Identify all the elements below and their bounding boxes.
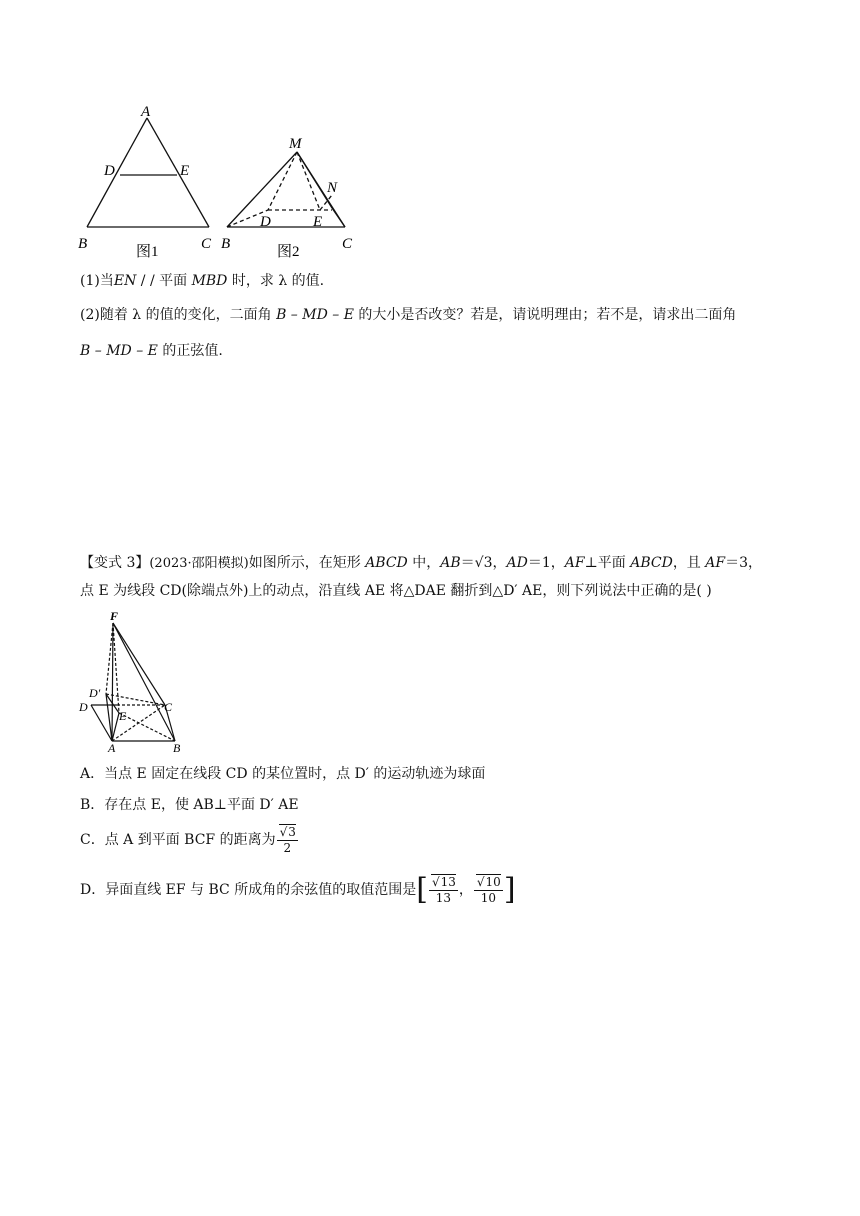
fig1-label-c: C — [201, 236, 212, 252]
variant-line-2 — [80, 581, 712, 601]
variant-label-f: F — [110, 609, 119, 623]
fig2-label-c: C — [342, 236, 353, 252]
fig2-label-e: E — [313, 214, 323, 230]
option-d-num-2: √ 10 — [476, 874, 501, 889]
fig2-label-m: M — [289, 136, 302, 152]
question-2-line-2 — [80, 341, 223, 361]
option-d-right-bracket: ] — [503, 872, 516, 907]
variant-source: (2023·邵阳模拟) — [149, 556, 249, 571]
variant-label-d: D — [79, 700, 88, 714]
variant-label-b: B — [173, 741, 181, 755]
q1-var-mbd: MBD — [191, 273, 228, 289]
variant-text-6: ，且 — [672, 555, 706, 571]
option-c — [80, 823, 299, 857]
variant-var-ab: AB — [440, 555, 461, 571]
variant-text-3: ＝√3， — [460, 555, 507, 571]
option-c-fraction — [277, 825, 298, 856]
variant-var-abcd: ABCD — [365, 555, 408, 571]
option-d-num-1: √ 13 — [431, 874, 456, 889]
question-1 — [80, 271, 324, 291]
option-c-prefix: C．点 A 到平面 BCF 的距离为 — [80, 832, 276, 848]
question-2-line-1 — [80, 305, 736, 325]
variant-label-c: C — [164, 700, 173, 714]
variant-label-d-prime: D′ — [89, 686, 101, 700]
fig1-caption: 图1 — [136, 244, 159, 260]
fig2-label-b: B — [221, 236, 231, 252]
variant-label-e: E — [119, 709, 127, 723]
option-b — [80, 795, 299, 815]
fig1-label-b: B — [78, 236, 88, 252]
variant-line-2-text: 点 E 为线段 CD(除端点外)上的动点，沿直线 AE 将△DAE 翻折到△D′ AE，则下列说法中正确的是( ) — [80, 583, 712, 599]
variant-var-af-2: AF — [705, 555, 726, 571]
q1-suffix: 时，求 λ 的值. — [227, 273, 325, 289]
option-d-fraction-2 — [474, 875, 503, 906]
variant-line-1 — [80, 553, 762, 574]
fig2-label-d: D — [260, 214, 271, 230]
q2-var-angle: B – MD – E — [276, 307, 354, 323]
variant-var-af: AF — [564, 555, 585, 571]
fig1-label-a: A — [141, 104, 151, 120]
q2-line2-suffix: 的正弦值. — [157, 343, 223, 359]
option-c-num: √ 3 — [279, 824, 296, 839]
variant-text-1: 如图所示，在矩形 — [248, 555, 366, 571]
q1-var-en: EN — [113, 273, 137, 289]
variant-label-a: A — [108, 741, 116, 755]
option-d-prefix: D．异面直线 EF 与 BC 所成角的余弦值的取值范围是 — [80, 882, 417, 898]
option-a — [80, 764, 485, 784]
variant-tag: 【变式 3】 — [80, 555, 150, 571]
variant-text-7: ＝3， — [725, 555, 763, 571]
variant-text-2: 中， — [407, 555, 441, 571]
q1-mid: / / 平面 — [136, 273, 192, 289]
option-d-den-2: 10 — [480, 890, 496, 905]
fig1-label-e: E — [180, 163, 190, 179]
option-d-left-bracket: [ — [416, 872, 428, 907]
option-d-fraction-1 — [429, 875, 458, 906]
top-figures — [70, 100, 370, 260]
q2-suffix: 的大小是否改变？若是，请说明理由；若不是，请求出二面角 — [353, 307, 737, 323]
q2-line2-var: B – MD – E — [80, 343, 158, 359]
option-b-text: B．存在点 E，使 AB⊥平面 D′ AE — [80, 797, 299, 813]
fig1-label-d: D — [104, 163, 115, 179]
option-d-separator: ， — [458, 882, 473, 898]
option-a-text: A．当点 E 固定在线段 CD 的某位置时，点 D′ 的运动轨迹为球面 — [80, 766, 486, 782]
fig2-label-n: N — [327, 180, 338, 196]
option-c-den: 2 — [283, 840, 292, 855]
option-d-den-1: 13 — [435, 890, 452, 905]
variant-text-5: ⊥平面 — [584, 555, 631, 571]
variant-var-ad: AD — [506, 555, 528, 571]
option-d — [80, 872, 516, 908]
variant-text-4: ＝1， — [527, 555, 565, 571]
fig2-caption: 图2 — [277, 244, 300, 260]
q2-prefix: (2)随着 λ 的值的变化，二面角 — [80, 307, 277, 323]
variant-var-abcd-2: ABCD — [630, 555, 673, 571]
q1-prefix: (1)当 — [80, 273, 114, 289]
variant-figure — [75, 605, 205, 757]
